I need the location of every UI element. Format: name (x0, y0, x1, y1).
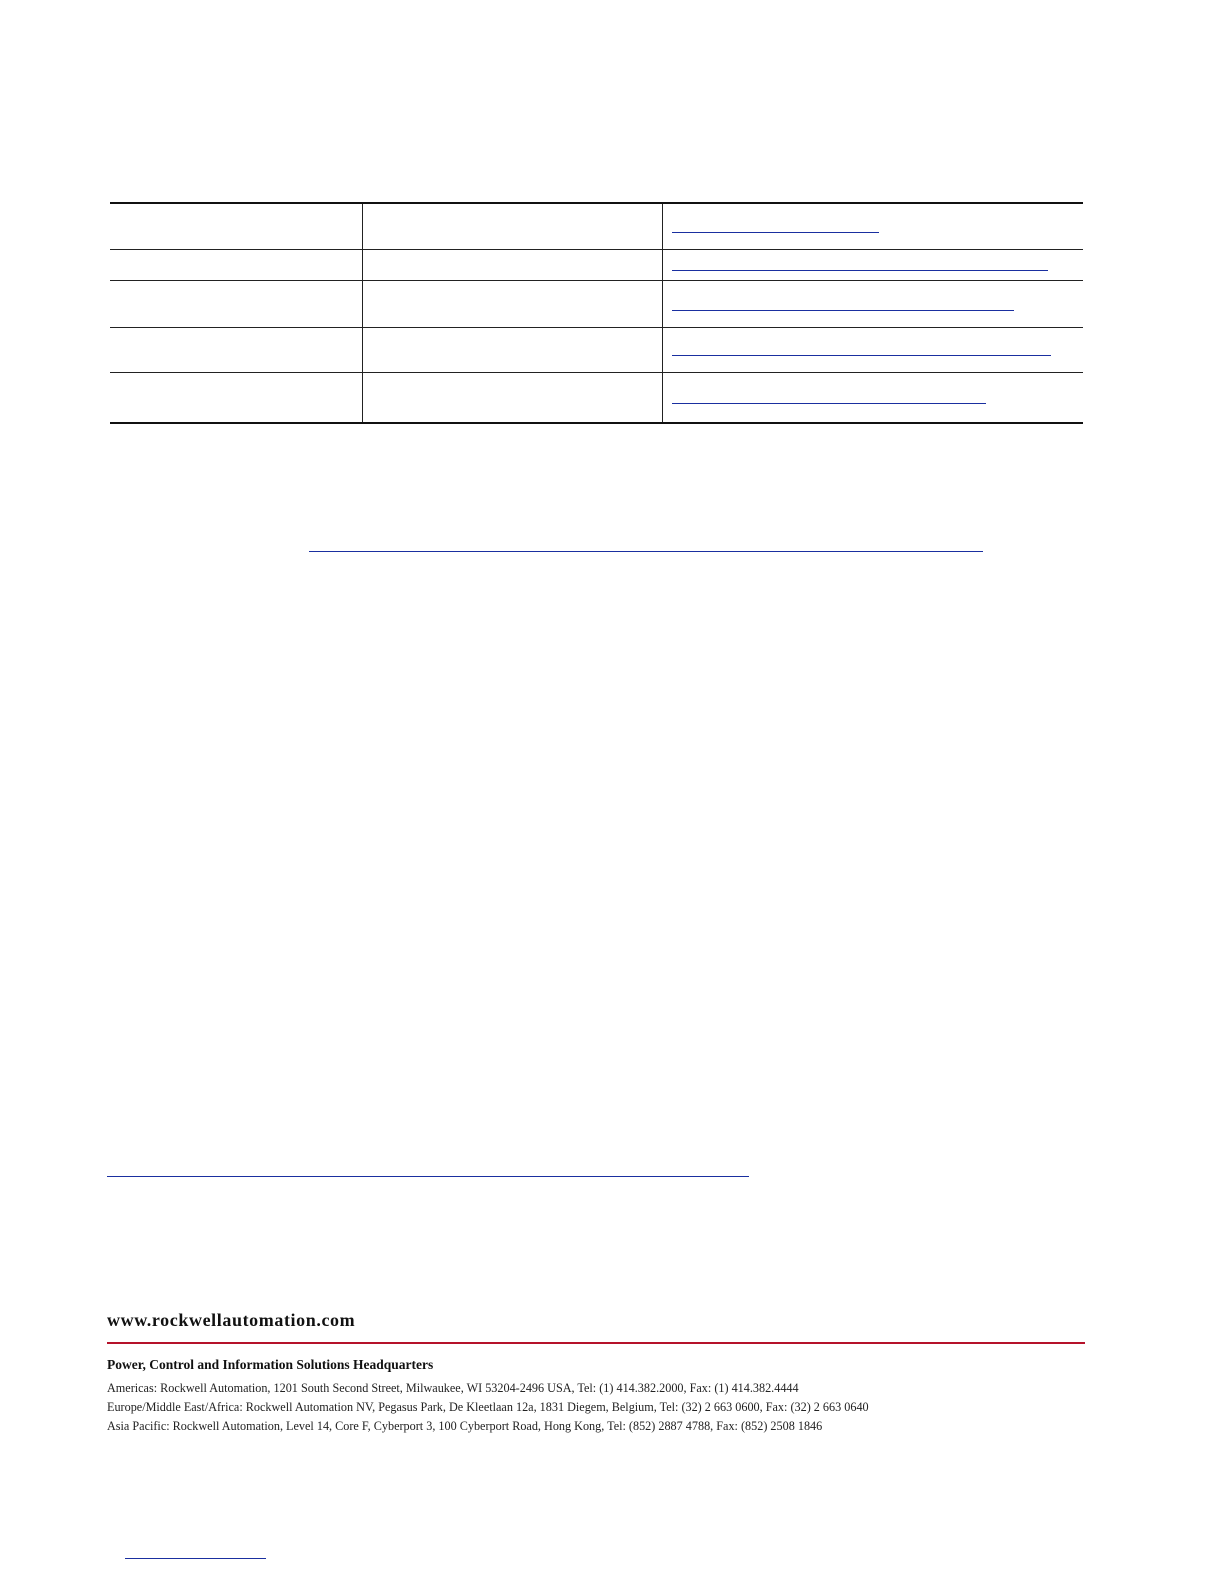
body-link[interactable] (309, 551, 983, 552)
footer-divider (107, 1342, 1085, 1344)
table-link[interactable] (672, 403, 986, 404)
table-cell (110, 281, 363, 328)
table-link[interactable] (672, 270, 1048, 271)
website-url[interactable]: www.rockwellautomation.com (107, 1310, 356, 1330)
table-cell (110, 373, 363, 424)
table-row (110, 203, 1083, 250)
table-cell (363, 373, 663, 424)
table-cell (363, 203, 663, 250)
address-asia-pacific: Asia Pacific: Rockwell Automation, Level 14, Core F, Cyberport 3, 100 Cyberport Road, Hong Kong, Tel: (852) 2887 4788, Fax: (852) 2508 1846 (107, 1419, 823, 1433)
table-row (110, 373, 1083, 424)
table-cell (363, 281, 663, 328)
table-cell (110, 250, 363, 281)
address-americas: Americas: Rockwell Automation, 1201 South Second Street, Milwaukee, WI 53204-2496 USA, Tel: (1) 414.382.2000, Fax: (1) 414.382.4444 (107, 1381, 799, 1395)
table-cell (110, 328, 363, 373)
table-cell (663, 328, 1084, 373)
address-emea: Europe/Middle East/Africa: Rockwell Automation NV, Pegasus Park, De Kleetlaan 12a, 1831 Diegem, Belgium, Tel: (32) 2 663 0600, Fax: (32) 2 663 0640 (107, 1400, 869, 1414)
support-table (110, 202, 1083, 424)
table-link[interactable] (672, 310, 1014, 311)
table-link[interactable] (672, 355, 1051, 356)
table-cell (663, 250, 1084, 281)
table-cell (663, 373, 1084, 424)
table-cell (110, 203, 363, 250)
body-link[interactable] (107, 1176, 749, 1177)
page-link[interactable] (125, 1558, 266, 1559)
table-row (110, 281, 1083, 328)
table-link[interactable] (672, 232, 879, 233)
hq-heading: Power, Control and Information Solutions Headquarters (107, 1357, 434, 1372)
table-row (110, 328, 1083, 373)
table-cell (363, 250, 663, 281)
table-cell (663, 281, 1084, 328)
table-row (110, 250, 1083, 281)
table-cell (363, 328, 663, 373)
table-cell (663, 203, 1084, 250)
